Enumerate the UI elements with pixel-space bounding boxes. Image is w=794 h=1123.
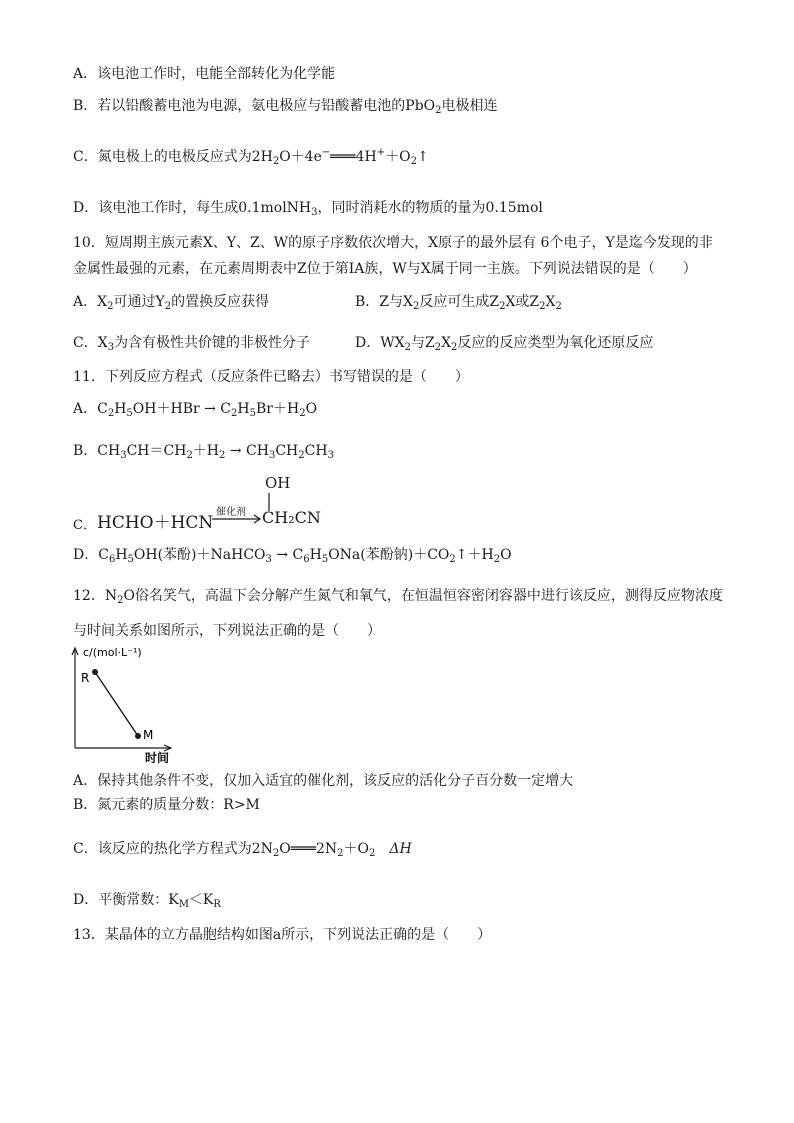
- q12-option-d: D．平衡常数：$K_M<K_R$: [73, 892, 221, 910]
- chart-y-label: c/(mol·L⁻¹): [83, 646, 142, 659]
- point-r-label: R: [81, 671, 90, 685]
- q9-option-b: B．若以铅酸蓄电池为电源，氨电极应与铅酸蓄电池的PbO$_2$电极相连: [73, 98, 498, 116]
- q11-option-c-reactants: HCHO＋HCN: [97, 513, 214, 533]
- q10-stem-line1: 10．短周期主族元素X、Y、Z、W的原子序数依次增大，X原子的最外层有 6个电子，Y是迄今发现的非: [73, 235, 713, 251]
- q12-stem-line1: 12．$N_2O$俗名笑气，高温下会分解产生氮气和氧气，在恒温恒容密闭容器中进行该反应，测得反应物浓度: [73, 588, 723, 606]
- q10-option-d: D．$WX_2$与$Z_2X_2$反应的反应类型为氧化还原反应: [355, 335, 654, 353]
- q9-option-d: D．该电池工作时，每生成0.1molNH$_3$，同时消耗水的物质的量为0.15mol: [73, 200, 543, 218]
- q10-option-c: C．$X_3$为含有极性共价键的非极性分子: [73, 335, 311, 353]
- q12-stem-line2: 与时间关系如图所示，下列说法正确的是（ ）: [73, 623, 381, 639]
- q11-option-a: A．$C_2H_5OH+HBr \to C_2H_5Br+H_2O$: [73, 401, 318, 419]
- q11-option-d: D．$C_6H_5OH$(苯酚)＋NaHCO$_3$ → $C_6H_5ONa$(苯酚钠)$+CO_2↑+H_2O$: [73, 547, 512, 565]
- q11-option-c-product: CH₂CN: [262, 508, 321, 527]
- reaction-arrow-icon: [211, 514, 263, 524]
- q11-stem: 11．下列反应方程式（反应条件已略去）书写错误的是（ ）: [73, 369, 469, 385]
- q11-option-c-label: C．: [73, 518, 96, 533]
- point-m-label: M: [143, 728, 154, 742]
- point-m-marker: [135, 733, 141, 739]
- concentration-line: [95, 672, 138, 736]
- q10-stem-line2: 金属性最强的元素，在元素周期表中Z位于第ⅠA族，W与X属于同一主族。下列说法错误的是（ ）: [73, 261, 697, 277]
- chart-x-label: 时间: [145, 751, 170, 765]
- q9-option-a: A．该电池工作时，电能全部转化为化学能: [73, 66, 336, 82]
- q11-option-c: [73, 470, 403, 532]
- q11-option-b: B．$CH_3CH=CH_2+H_2 \to CH_3CH_2CH_3$: [73, 443, 334, 461]
- point-r-marker: [92, 669, 98, 675]
- hydroxyl-group: OH: [265, 474, 291, 492]
- q12-option-a: A．保持其他条件不变，仅加入适宜的催化剂，该反应的活化分子百分数一定增大: [73, 773, 574, 789]
- q10-option-a: A．$X_2$可通过$Y_2$的置换反应获得: [73, 294, 270, 312]
- catalyst-label: 催化剂: [216, 507, 246, 518]
- q13-stem: 13．某晶体的立方晶胞结构如图a所示，下列说法正确的是（ ）: [73, 927, 492, 943]
- q12-option-c: C．该反应的热化学方程式为$2N_2O═══2N_2+O_2$ ΔH: [73, 841, 412, 859]
- q9-option-c: C．氮电极上的电极反应式为$2H_2O+4e^-═══4H^++O_2↑$: [73, 147, 429, 167]
- q10-option-b: B．Z与$X_2$反应可生成$Z_2X$或$Z_2X_2$: [355, 294, 562, 312]
- concentration-time-chart: [63, 640, 183, 770]
- q12-option-b: B．氮元素的质量分数：R>M: [73, 797, 260, 813]
